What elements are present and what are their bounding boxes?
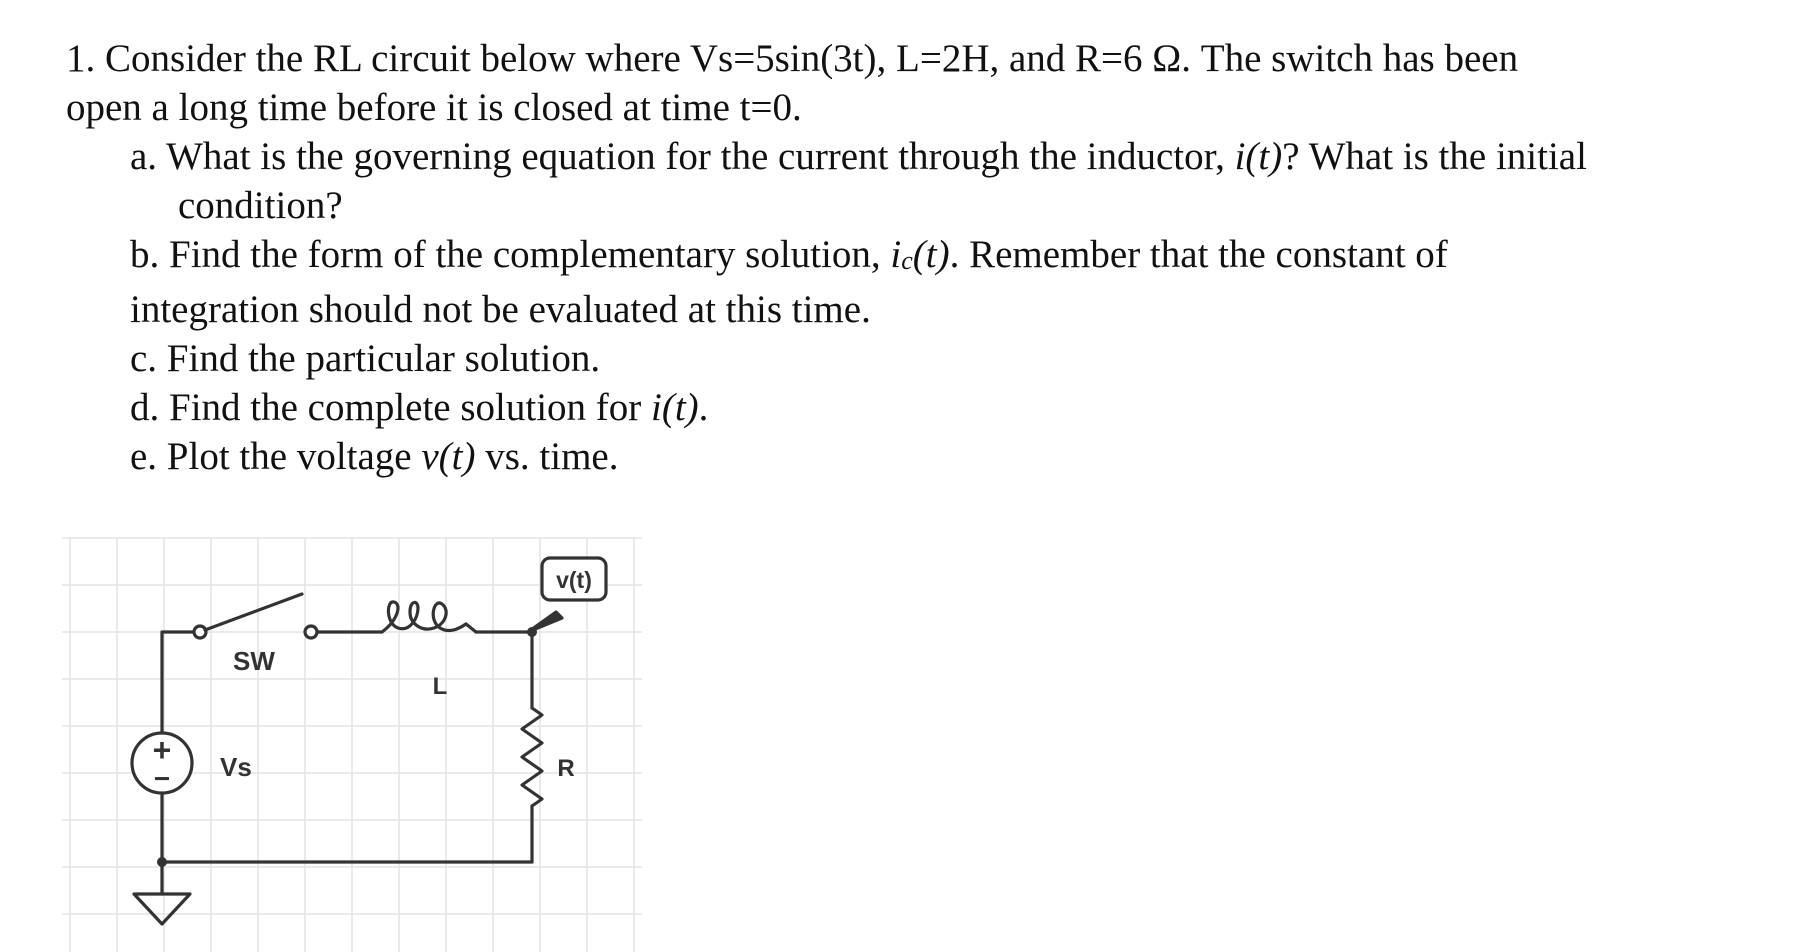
part-e-var: v(t) [421, 435, 476, 478]
stem-line-1: 1. Consider the RL circuit below where Vs=5sin(3t), L=2H, and R=6 Ω. The switch has been [66, 37, 1519, 80]
stem-line-2: open a long time before it is closed at time t=0. [66, 86, 802, 129]
part-d-pre: d. Find the complete solution for [130, 386, 652, 429]
part-a-var: i(t) [1234, 135, 1283, 178]
wire-left-top [162, 632, 196, 733]
node-dot-bottom-left [157, 857, 167, 867]
part-b-post: . Remember that the constant of [949, 233, 1448, 276]
source-label: Vs [220, 752, 252, 782]
part-a-cont: condition? [178, 184, 343, 227]
switch-contact-left [194, 626, 206, 638]
switch-label: SW [233, 646, 275, 676]
part-b-var-rest: (t) [912, 233, 950, 276]
part-b-pre: b. Find the form of the complementary solution, [130, 233, 891, 276]
ground-icon [134, 894, 190, 924]
part-b-var-sub: c [901, 246, 913, 275]
node-dot-top-right [527, 627, 537, 637]
part-e-pre: e. Plot the voltage [130, 435, 422, 478]
switch-contact-right [305, 626, 317, 638]
inductor-label: L [432, 673, 448, 700]
part-d-post: . [698, 386, 709, 429]
problem-text [66, 34, 1786, 481]
part-c: c. Find the particular solution. [130, 337, 601, 380]
rl-circuit-diagram [62, 528, 652, 952]
part-a-post: ? What is the initial [1282, 135, 1587, 178]
source-minus-sign: − [153, 763, 171, 794]
problem-parts [66, 132, 1786, 481]
problem-stem [66, 34, 1786, 132]
probe-label: v(t) [556, 567, 592, 593]
part-d [130, 383, 1786, 432]
part-e-post: vs. time. [475, 435, 619, 478]
source-plus-sign: + [152, 732, 172, 768]
part-e [130, 432, 1786, 481]
wire-inductor-to-node [466, 624, 476, 632]
part-a-pre: a. What is the governing equation for the current through the inductor, [130, 135, 1235, 178]
switch-blade [205, 594, 302, 630]
part-a [130, 132, 1786, 230]
part-b-var-base: i [890, 233, 902, 276]
resistor-label: R [557, 755, 575, 782]
part-d-var: i(t) [651, 386, 699, 429]
part-b-cont: integration should not be evaluated at this time. [130, 288, 871, 331]
resistor-zigzag [522, 708, 542, 806]
inductor-coil [382, 602, 466, 632]
part-b [130, 230, 1786, 334]
